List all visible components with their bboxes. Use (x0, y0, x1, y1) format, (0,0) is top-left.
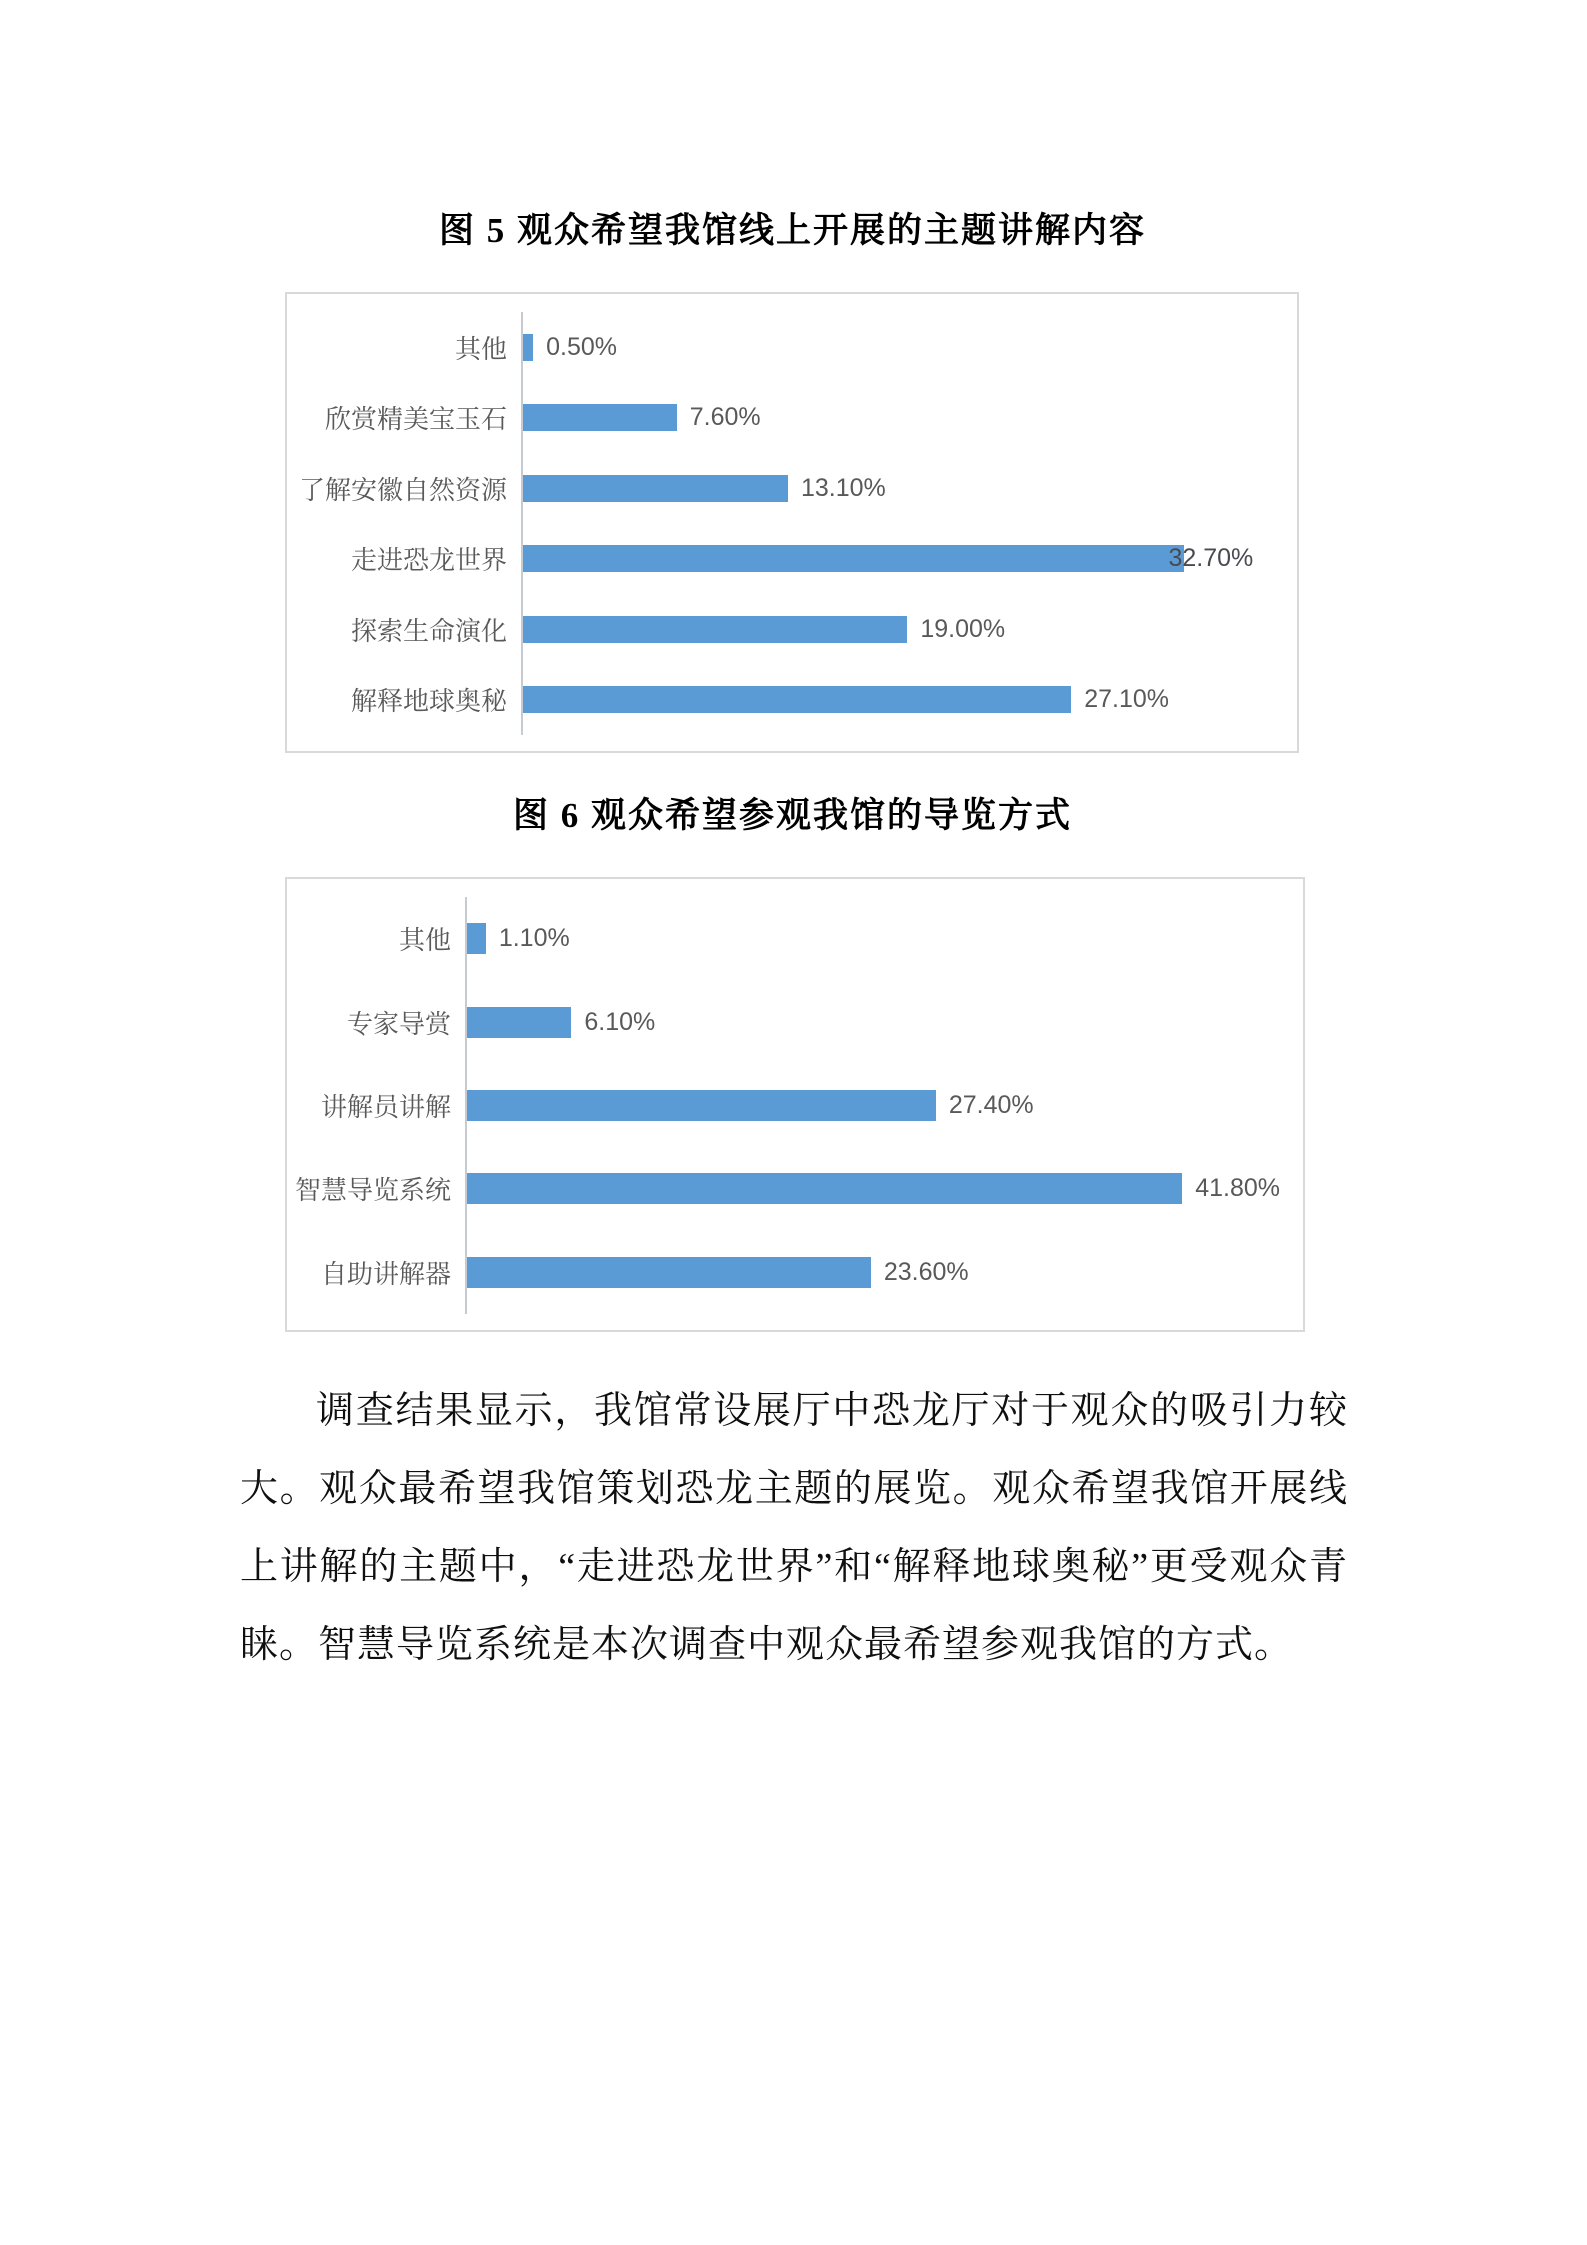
chart-row (287, 383, 1231, 454)
chart-row (287, 453, 1231, 524)
category-label: 解释地球奥秘 (350, 686, 507, 717)
category-label: 了解安徽自然资源 (298, 474, 507, 505)
value-label: 1.10% (498, 924, 570, 953)
category-label: 专家导赏 (346, 1008, 451, 1039)
bar-track (465, 1064, 1237, 1147)
value-label: 19.00% (920, 614, 1006, 643)
bar-track (465, 897, 1237, 980)
value-label: 27.10% (1084, 685, 1169, 714)
bar-track (465, 980, 1237, 1063)
bar-track (521, 665, 1231, 736)
bar (523, 545, 1184, 572)
category-label: 走进恐龙世界 (350, 545, 507, 576)
bar (523, 404, 677, 431)
chart-row (287, 1147, 1281, 1230)
value-label: 41.80% (1195, 1174, 1281, 1203)
chart-row (287, 980, 1237, 1063)
figure6-caption: 图 6 观众希望参观我馆的导览方式 (512, 796, 1072, 835)
value-label: 32.70% (1168, 544, 1254, 573)
value-label: 0.50% (546, 332, 617, 361)
category-label: 其他 (398, 925, 451, 956)
bar (467, 1173, 1182, 1204)
bar (523, 686, 1071, 713)
bar (467, 1090, 936, 1121)
category-label: 探索生命演化 (350, 615, 507, 646)
category-label: 欣赏精美宝玉石 (324, 404, 507, 435)
bar (523, 334, 533, 361)
chart-row (287, 594, 1231, 665)
value-label: 6.10% (584, 1007, 656, 1036)
bar (523, 475, 788, 502)
category-label: 讲解员讲解 (320, 1092, 451, 1123)
value-label: 23.60% (883, 1257, 969, 1286)
bar-track (521, 524, 1254, 595)
chart-row (287, 312, 1231, 383)
category-label: 自助讲解器 (320, 1258, 451, 1289)
bar-track (521, 312, 1231, 383)
bar (523, 616, 907, 643)
figure5-bar-chart (285, 292, 1299, 753)
chart-row (287, 897, 1237, 980)
value-label: 27.40% (948, 1091, 1034, 1120)
figure5-caption: 图 5 观众希望我馆线上开展的主题讲解内容 (438, 211, 1146, 250)
category-label: 其他 (454, 333, 507, 364)
chart-row (287, 1064, 1237, 1147)
bar-track (465, 1231, 1237, 1314)
bar (467, 923, 486, 954)
bar-track (521, 453, 1231, 524)
value-label: 7.60% (689, 403, 761, 432)
bar-track (521, 594, 1231, 665)
chart-row (287, 524, 1254, 595)
chart-row (287, 665, 1231, 736)
chart-row (287, 1231, 1237, 1314)
bar-track (521, 383, 1231, 454)
value-label: 13.10% (800, 473, 886, 502)
figure6-bar-chart (285, 877, 1305, 1332)
category-label: 智慧导览系统 (294, 1175, 451, 1206)
bar-track (465, 1147, 1281, 1230)
paragraph-text: 调查结果显示，我馆常设展厅中恐龙厅对于观众的吸引力较大。观众最希望我馆策划恐龙主题的展览。观众希望我馆开展线上讲解的主题中，“走进恐龙世界”和“解释地球奥秘”更受观众青睐。智慧导览系统是本次调查中观众最希望参观我馆的方式。 (240, 1390, 1348, 1666)
bar (467, 1007, 571, 1038)
bar (467, 1257, 871, 1288)
summary-paragraph (240, 1372, 1348, 1684)
